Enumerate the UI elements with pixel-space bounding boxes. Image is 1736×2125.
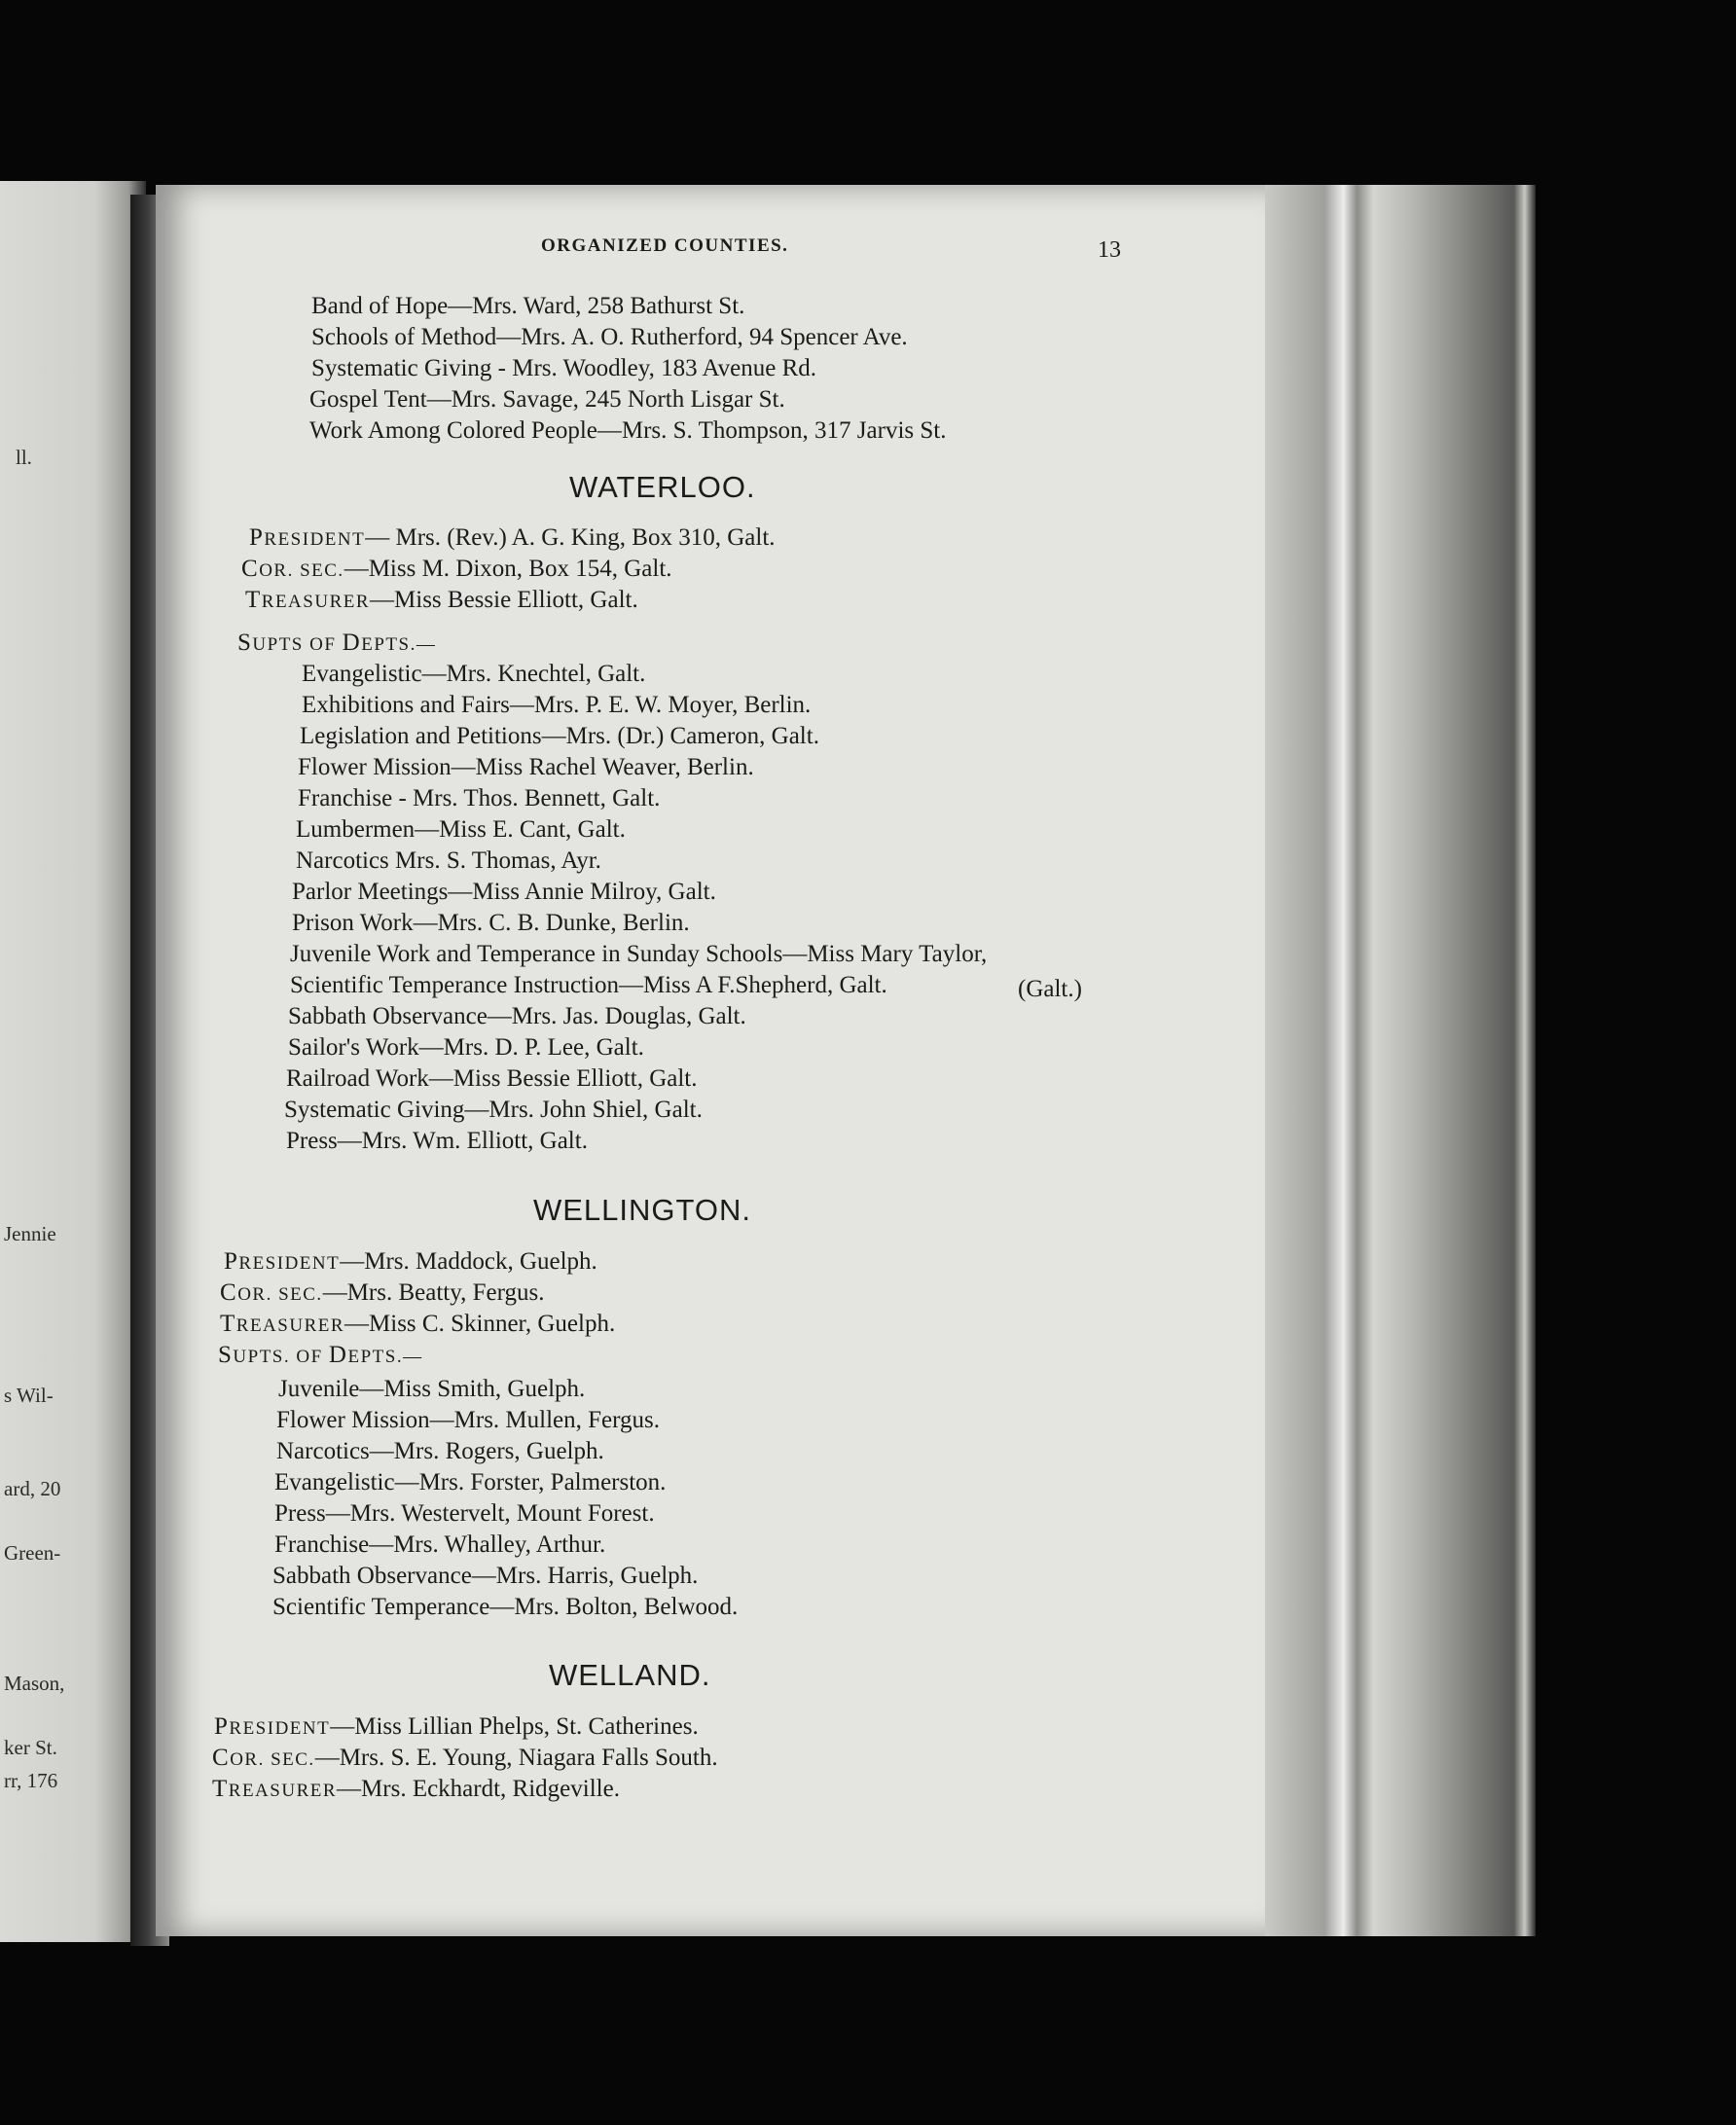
county-heading-welland: WELLAND. xyxy=(549,1658,711,1692)
department-entry: Sabbath Observance—Mrs. Jas. Douglas, Galt. xyxy=(288,1003,746,1029)
county-heading-wellington: WELLINGTON. xyxy=(533,1193,752,1227)
entry-line: Schools of Method—Mrs. A. O. Rutherford, 94 Spencer Ave. xyxy=(311,324,908,350)
continuation-note: (Galt.) xyxy=(1018,976,1082,1002)
department-entry: Franchise—Mrs. Whalley, Arthur. xyxy=(274,1531,606,1558)
department-entry: Narcotics—Mrs. Rogers, Guelph. xyxy=(276,1438,604,1464)
entry-line: Gospel Tent—Mrs. Savage, 245 North Lisgar St. xyxy=(309,386,785,413)
running-head: ORGANIZED COUNTIES. xyxy=(541,235,789,256)
left-page-fragment: Jennie xyxy=(4,1222,56,1245)
department-entry: Legislation and Petitions—Mrs. (Dr.) Cameron, Galt. xyxy=(300,723,819,749)
page-edges xyxy=(1265,185,1536,1936)
officer-treasurer: TREASURER—Miss Bessie Elliott, Galt. xyxy=(245,587,638,613)
officer-treasurer: TREASURER—Miss C. Skinner, Guelph. xyxy=(220,1311,616,1337)
entry-line: Band of Hope—Mrs. Ward, 258 Bathurst St. xyxy=(311,293,745,319)
left-page-fragment: Mason, xyxy=(4,1672,65,1695)
officer-treasurer: TREASURER—Mrs. Eckhardt, Ridgeville. xyxy=(212,1776,620,1802)
department-entry: Sabbath Observance—Mrs. Harris, Guelph. xyxy=(272,1563,699,1589)
department-entry: Press—Mrs. Wm. Elliott, Galt. xyxy=(286,1128,588,1154)
department-entry: Sailor's Work—Mrs. D. P. Lee, Galt. xyxy=(288,1034,644,1061)
department-entry: Narcotics Mrs. S. Thomas, Ayr. xyxy=(296,847,601,874)
department-entry: Scientific Temperance—Mrs. Bolton, Belwood. xyxy=(272,1594,739,1620)
department-entry: Parlor Meetings—Miss Annie Milroy, Galt. xyxy=(292,879,716,905)
county-heading-waterloo: WATERLOO. xyxy=(569,470,756,504)
department-entry: Systematic Giving—Mrs. John Shiel, Galt. xyxy=(284,1097,703,1123)
department-entry: Evangelistic—Mrs. Forster, Palmerston. xyxy=(274,1469,667,1495)
department-entry: Evangelistic—Mrs. Knechtel, Galt. xyxy=(302,661,646,687)
left-page-fragment: ker St. xyxy=(4,1736,57,1759)
department-entry: Franchise - Mrs. Thos. Bennett, Galt. xyxy=(298,785,661,811)
department-entry: Press—Mrs. Westervelt, Mount Forest. xyxy=(274,1500,655,1527)
department-entry: Lumbermen—Miss E. Cant, Galt. xyxy=(296,816,626,843)
left-page-fragment: ard, 20 xyxy=(4,1477,61,1500)
page-number: 13 xyxy=(1098,237,1121,263)
department-entry: Juvenile—Miss Smith, Guelph. xyxy=(278,1376,586,1402)
officer-cor-sec: COR. SEC.—Mrs. S. E. Young, Niagara Falls South. xyxy=(212,1745,718,1771)
officer-president: PRESIDENT— Mrs. (Rev.) A. G. King, Box 310, Galt. xyxy=(249,524,776,551)
supts-of-depts-heading: SUPTS. OF DEPTS.— xyxy=(218,1342,423,1368)
officer-cor-sec: COR. SEC.—Mrs. Beatty, Fergus. xyxy=(220,1279,545,1306)
officer-cor-sec: COR. SEC.—Miss M. Dixon, Box 154, Galt. xyxy=(241,556,672,582)
department-entry: Prison Work—Mrs. C. B. Dunke, Berlin. xyxy=(292,910,690,936)
officer-president: PRESIDENT—Miss Lillian Phelps, St. Catherines. xyxy=(214,1713,699,1740)
supts-of-depts-heading: SUPTS OF DEPTS.— xyxy=(237,630,437,656)
department-entry: Flower Mission—Mrs. Mullen, Fergus. xyxy=(276,1407,661,1433)
department-entry: Juvenile Work and Temperance in Sunday Schools—Miss Mary Taylor, xyxy=(290,941,988,967)
left-page-fragment: s Wil- xyxy=(4,1384,54,1407)
left-page-fragment: rr, 176 xyxy=(4,1769,58,1792)
left-page-fragment: Green- xyxy=(4,1541,61,1565)
department-entry: Flower Mission—Miss Rachel Weaver, Berlin. xyxy=(298,754,754,780)
entry-line: Systematic Giving - Mrs. Woodley, 183 Avenue Rd. xyxy=(311,355,817,381)
officer-president: PRESIDENT—Mrs. Maddock, Guelph. xyxy=(224,1248,597,1275)
entry-line: Work Among Colored People—Mrs. S. Thompson, 317 Jarvis St. xyxy=(309,417,947,444)
department-entry: Scientific Temperance Instruction—Miss A F.Shepherd, Galt. xyxy=(290,972,887,998)
department-entry: Railroad Work—Miss Bessie Elliott, Galt. xyxy=(286,1065,698,1092)
left-page-fragment: ll. xyxy=(16,446,32,469)
department-entry: Exhibitions and Fairs—Mrs. P. E. W. Moyer, Berlin. xyxy=(302,692,812,718)
